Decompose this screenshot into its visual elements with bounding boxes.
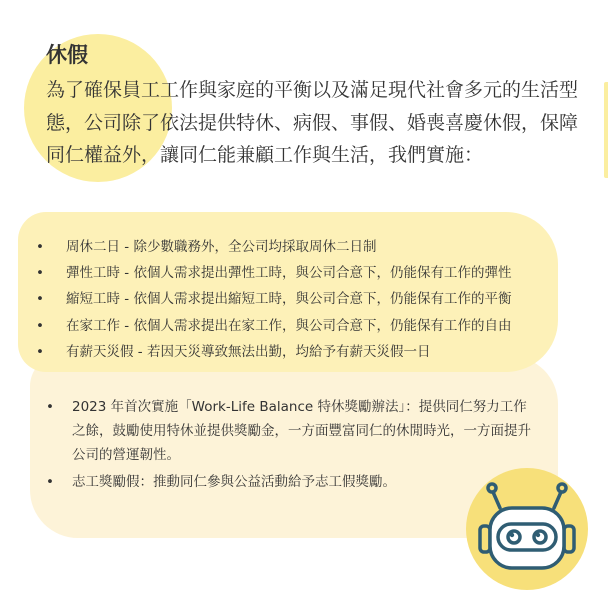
- intro-paragraph: 為了確保員工工作與家庭的平衡以及滿足現代社會多元的生活型態，公司除了依法提供特休、病假、事假、婚喪喜慶休假，保障同仁權益外，讓同仁能兼顧工作與生活，我們實施：: [46, 79, 579, 166]
- list-item-text: 彈性工時 - 依個人需求提出彈性工時，與公司合意下，仍能保有工作的彈性: [66, 265, 512, 282]
- bullet: •: [36, 291, 44, 308]
- section-heading: 休假: [46, 43, 88, 67]
- list-item: [40, 470, 540, 494]
- list-item-text: 縮短工時 - 依個人需求提出縮短工時，與公司合意下，仍能保有工作的平衡: [66, 291, 512, 308]
- list-item-text: 志工獎勵假：推動同仁參與公益活動給予志工假獎勵。: [72, 474, 396, 490]
- list-item-text: 在家工作 - 依個人需求提出在家工作，與公司合意下，仍能保有工作的自由: [66, 317, 512, 334]
- decorative-edge-shape: [604, 82, 608, 178]
- bullet: •: [36, 317, 44, 334]
- bullet: •: [36, 265, 44, 282]
- list-item-text: 周休二日 - 除少數職務外，全公司均採取周休二日制: [66, 239, 377, 255]
- measures-list: [30, 234, 511, 365]
- list-item: [30, 313, 511, 339]
- intro-section: [46, 40, 586, 172]
- list-item: [30, 339, 511, 365]
- bullet: •: [46, 474, 54, 490]
- bullet: •: [36, 239, 44, 255]
- initiatives-list: [40, 395, 540, 497]
- list-item: [30, 286, 511, 312]
- list-item: [30, 260, 511, 286]
- list-item: [40, 395, 540, 467]
- list-item-text: 有薪天災假 - 若因天災導致無法出勤，均給予有薪天災假一日: [66, 343, 431, 360]
- list-item-text: 2023 年首次實施「Work-Life Balance 特休獎勵辦法」：提供同仁努力工作之餘，鼓勵使用特休並提供獎勵金，一方面豐富同仁的休閒時光，一方面提升公司的營運韌性。: [72, 399, 531, 463]
- bullet: •: [46, 399, 54, 415]
- robot-icon: [466, 468, 588, 590]
- bullet: •: [36, 343, 44, 360]
- list-item: [30, 234, 511, 260]
